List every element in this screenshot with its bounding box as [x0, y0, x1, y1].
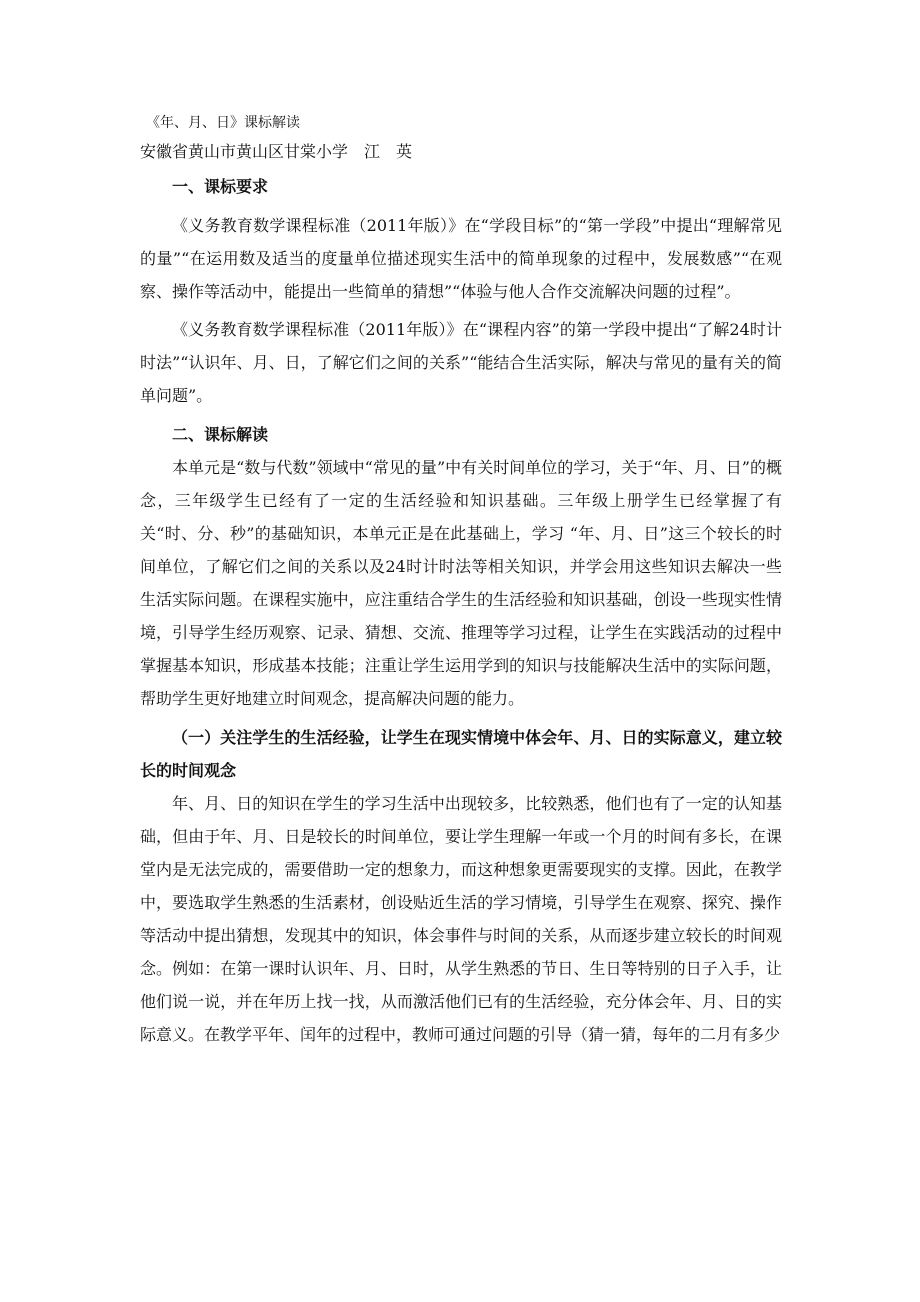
section-heading-requirements: 一、课标要求 — [172, 177, 269, 196]
subsection-heading-life-experience: （一）关注学生的生活经验，让学生在现实情境中体会年、月、日的实际意义，建立较长的时间观念 — [140, 728, 782, 780]
paragraph-standard-goals: 《义务教育数学课程标准（2011年版）》在“学段目标”的“第一学段”中提出“理解常见的量”“在运用数及适当的度量单位描述现实生活中的简单现象的过程中，发展数感”“在观察、操作等活动中，能提出一些简单的猜想”“体验与他人合作交流解决问题的过程”。 — [140, 216, 782, 301]
document-title: 《年、月、日》课标解读 — [146, 115, 300, 131]
document-body — [140, 170, 782, 1051]
author-line: 安徽省黄山市黄山区甘棠小学 江 英 — [140, 142, 413, 161]
paragraph-standard-content: 《义务教育数学课程标准（2011年版）》在“课程内容”的第一学段中提出“了解24时计时法”“认识年、月、日，了解它们之间的关系”“能结合生活实际，解决与常见的量有关的简单问题”。 — [140, 320, 782, 405]
paragraph-life-experience: 年、月、日的知识在学生的学习生活中出现较多，比较熟悉，他们也有了一定的认知基础，但由于年、月、日是较长的时间单位，要让学生理解一年或一个月的时间有多长，在课堂内是无法完成的，需要借助一定的想象力，而这种想象更需要现实的支撑。因此，在教学中，要选取学生熟悉的生活素材，创设贴近生活的学习情境，引导学生在观察、探究、操作等活动中提出猜想，发现其中的知识，体会事件与时间的关系，从而逐步建立较长的时间观念。例如：在第一课时认识年、月、日时，从学生熟悉的节日、生日等特别的日子入手，让他们说一说，并在年历上找一找，从而激活他们已有的生活经验，充分体会年、月、日的实际意义。在教学平年、闰年的过程中，教师可通过问题的引导（猜一猜，每年的二月有多少 — [140, 794, 782, 1044]
section-heading-interpretation: 二、课标解读 — [172, 425, 269, 444]
paragraph-unit-overview: 本单元是“数与代数”领域中“常见的量”中有关时间单位的学习，关于“年、月、日”的概念，三年级学生已经有了一定的生活经验和知识基础。三年级上册学生已经掌握了有关“时、分、秒”的基础知识，本单元正是在此基础上，学习 “年、月、日”这三个较长的时间单位，了解它们之间的关系以及24时计时法等相关知识，并学会用这些知识去解决一些生活实际问题。在课程实施中，应注重结合学生的生活经验和知识基础，创设一些现实性情境，引导学生经历观察、记录、猜想、交流、推理等学习过程，让学生在实践活动的过程中掌握基本知识，形成基本技能；注重让学生运用学到的知识与技能解决生活中的实际问题，帮助学生更好地建立时间观念，提高解决问题的能力。 — [140, 458, 782, 708]
